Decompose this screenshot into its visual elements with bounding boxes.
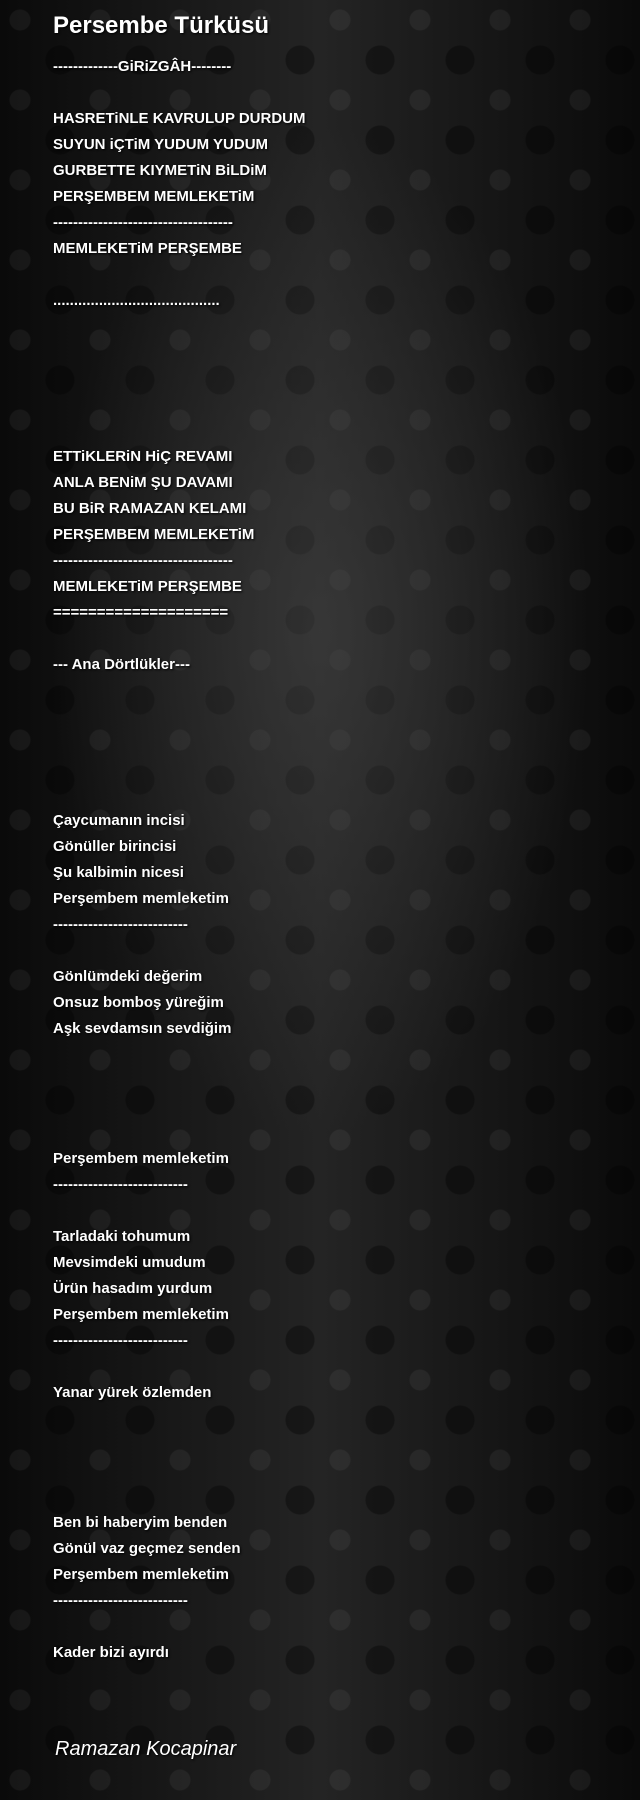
- poem-line: [53, 678, 613, 704]
- poem-line: [53, 1458, 613, 1484]
- poem-line: [53, 1406, 613, 1432]
- poem-line: [53, 782, 613, 808]
- poem-line: ........................................: [53, 292, 220, 309]
- poem-line: Şu kalbimin nicesi: [53, 864, 184, 881]
- poem-line: PERŞEMBEM MEMLEKETiM: [53, 188, 255, 205]
- poem-line: [53, 340, 613, 366]
- poem-line: -------------GiRiZGÂH--------: [53, 58, 232, 75]
- poem-body: [53, 54, 613, 1666]
- poem-line: [53, 80, 613, 106]
- poem-line: [53, 392, 613, 418]
- poem-line: Perşembem memleketim: [53, 1150, 229, 1167]
- poem-line: Gönül vaz geçmez senden: [53, 1540, 241, 1557]
- poem-line: ====================: [53, 604, 229, 621]
- poem-line: [53, 1198, 613, 1224]
- poem-line: [53, 1614, 613, 1640]
- poem-line: Perşembem memleketim: [53, 1306, 229, 1323]
- poem-line: [53, 1432, 613, 1458]
- poem-line: [53, 314, 613, 340]
- poem-line: Perşembem memleketim: [53, 1566, 229, 1583]
- poem-line: Onsuz bomboş yüreğim: [53, 994, 224, 1011]
- poem-line: Ben bi haberyim benden: [53, 1514, 228, 1531]
- poem-author: Ramazan Kocapinar: [55, 1738, 237, 1760]
- poem-line: Ürün hasadım yurdum: [53, 1280, 213, 1297]
- poem-line: [53, 704, 613, 730]
- poem-line: MEMLEKETiM PERŞEMBE: [53, 578, 242, 595]
- poem-line: Perşembem memleketim: [53, 890, 229, 907]
- poem-line: --- Ana Dörtlükler---: [53, 656, 190, 673]
- poem-line: Kader bizi ayırdı: [53, 1644, 169, 1661]
- poem-line: [53, 730, 613, 756]
- poem-line: PERŞEMBEM MEMLEKETiM: [53, 526, 255, 543]
- poem-line: ------------------------------------: [53, 552, 233, 569]
- poem-line: ---------------------------: [53, 1176, 188, 1193]
- poem-line: [53, 626, 613, 652]
- poem-line: [53, 262, 613, 288]
- poem-line: ANLA BENiM ŞU DAVAMI: [53, 474, 233, 491]
- poem-line: BU BiR RAMAZAN KELAMI: [53, 500, 247, 517]
- poem-line: GURBETTE KIYMETiN BiLDiM: [53, 162, 267, 179]
- poem-line: [53, 1484, 613, 1510]
- poem-line: Yanar yürek özlemden: [53, 1384, 212, 1401]
- poem-line: [53, 366, 613, 392]
- poem-line: [53, 1120, 613, 1146]
- poem-line: [53, 1094, 613, 1120]
- poem-title: Persembe Türküsü: [53, 12, 270, 39]
- poem-line: Çaycumanın incisi: [53, 812, 185, 829]
- poem-line: [53, 1042, 613, 1068]
- poem-line: Aşk sevdamsın sevdiğim: [53, 1020, 232, 1037]
- poem-line: Gönüller birincisi: [53, 838, 177, 855]
- poem-line: ---------------------------: [53, 1332, 188, 1349]
- poem-line: ETTiKLERiN HiÇ REVAMI: [53, 448, 233, 465]
- poem-line: [53, 418, 613, 444]
- poem-line: [53, 1068, 613, 1094]
- poem-line: SUYUN iÇTiM YUDUM YUDUM: [53, 136, 269, 153]
- poem-line: Gönlümdeki değerim: [53, 968, 203, 985]
- poem-line: ------------------------------------: [53, 214, 233, 231]
- poem-line: Mevsimdeki umudum: [53, 1254, 206, 1271]
- poem-line: [53, 1354, 613, 1380]
- poem-line: ---------------------------: [53, 916, 188, 933]
- poem-line: ---------------------------: [53, 1592, 188, 1609]
- poem-line: [53, 938, 613, 964]
- poem-line: MEMLEKETiM PERŞEMBE: [53, 240, 242, 257]
- poem-line: [53, 756, 613, 782]
- poem-line: HASRETiNLE KAVRULUP DURDUM: [53, 110, 306, 127]
- poem-line: Tarladaki tohumum: [53, 1228, 191, 1245]
